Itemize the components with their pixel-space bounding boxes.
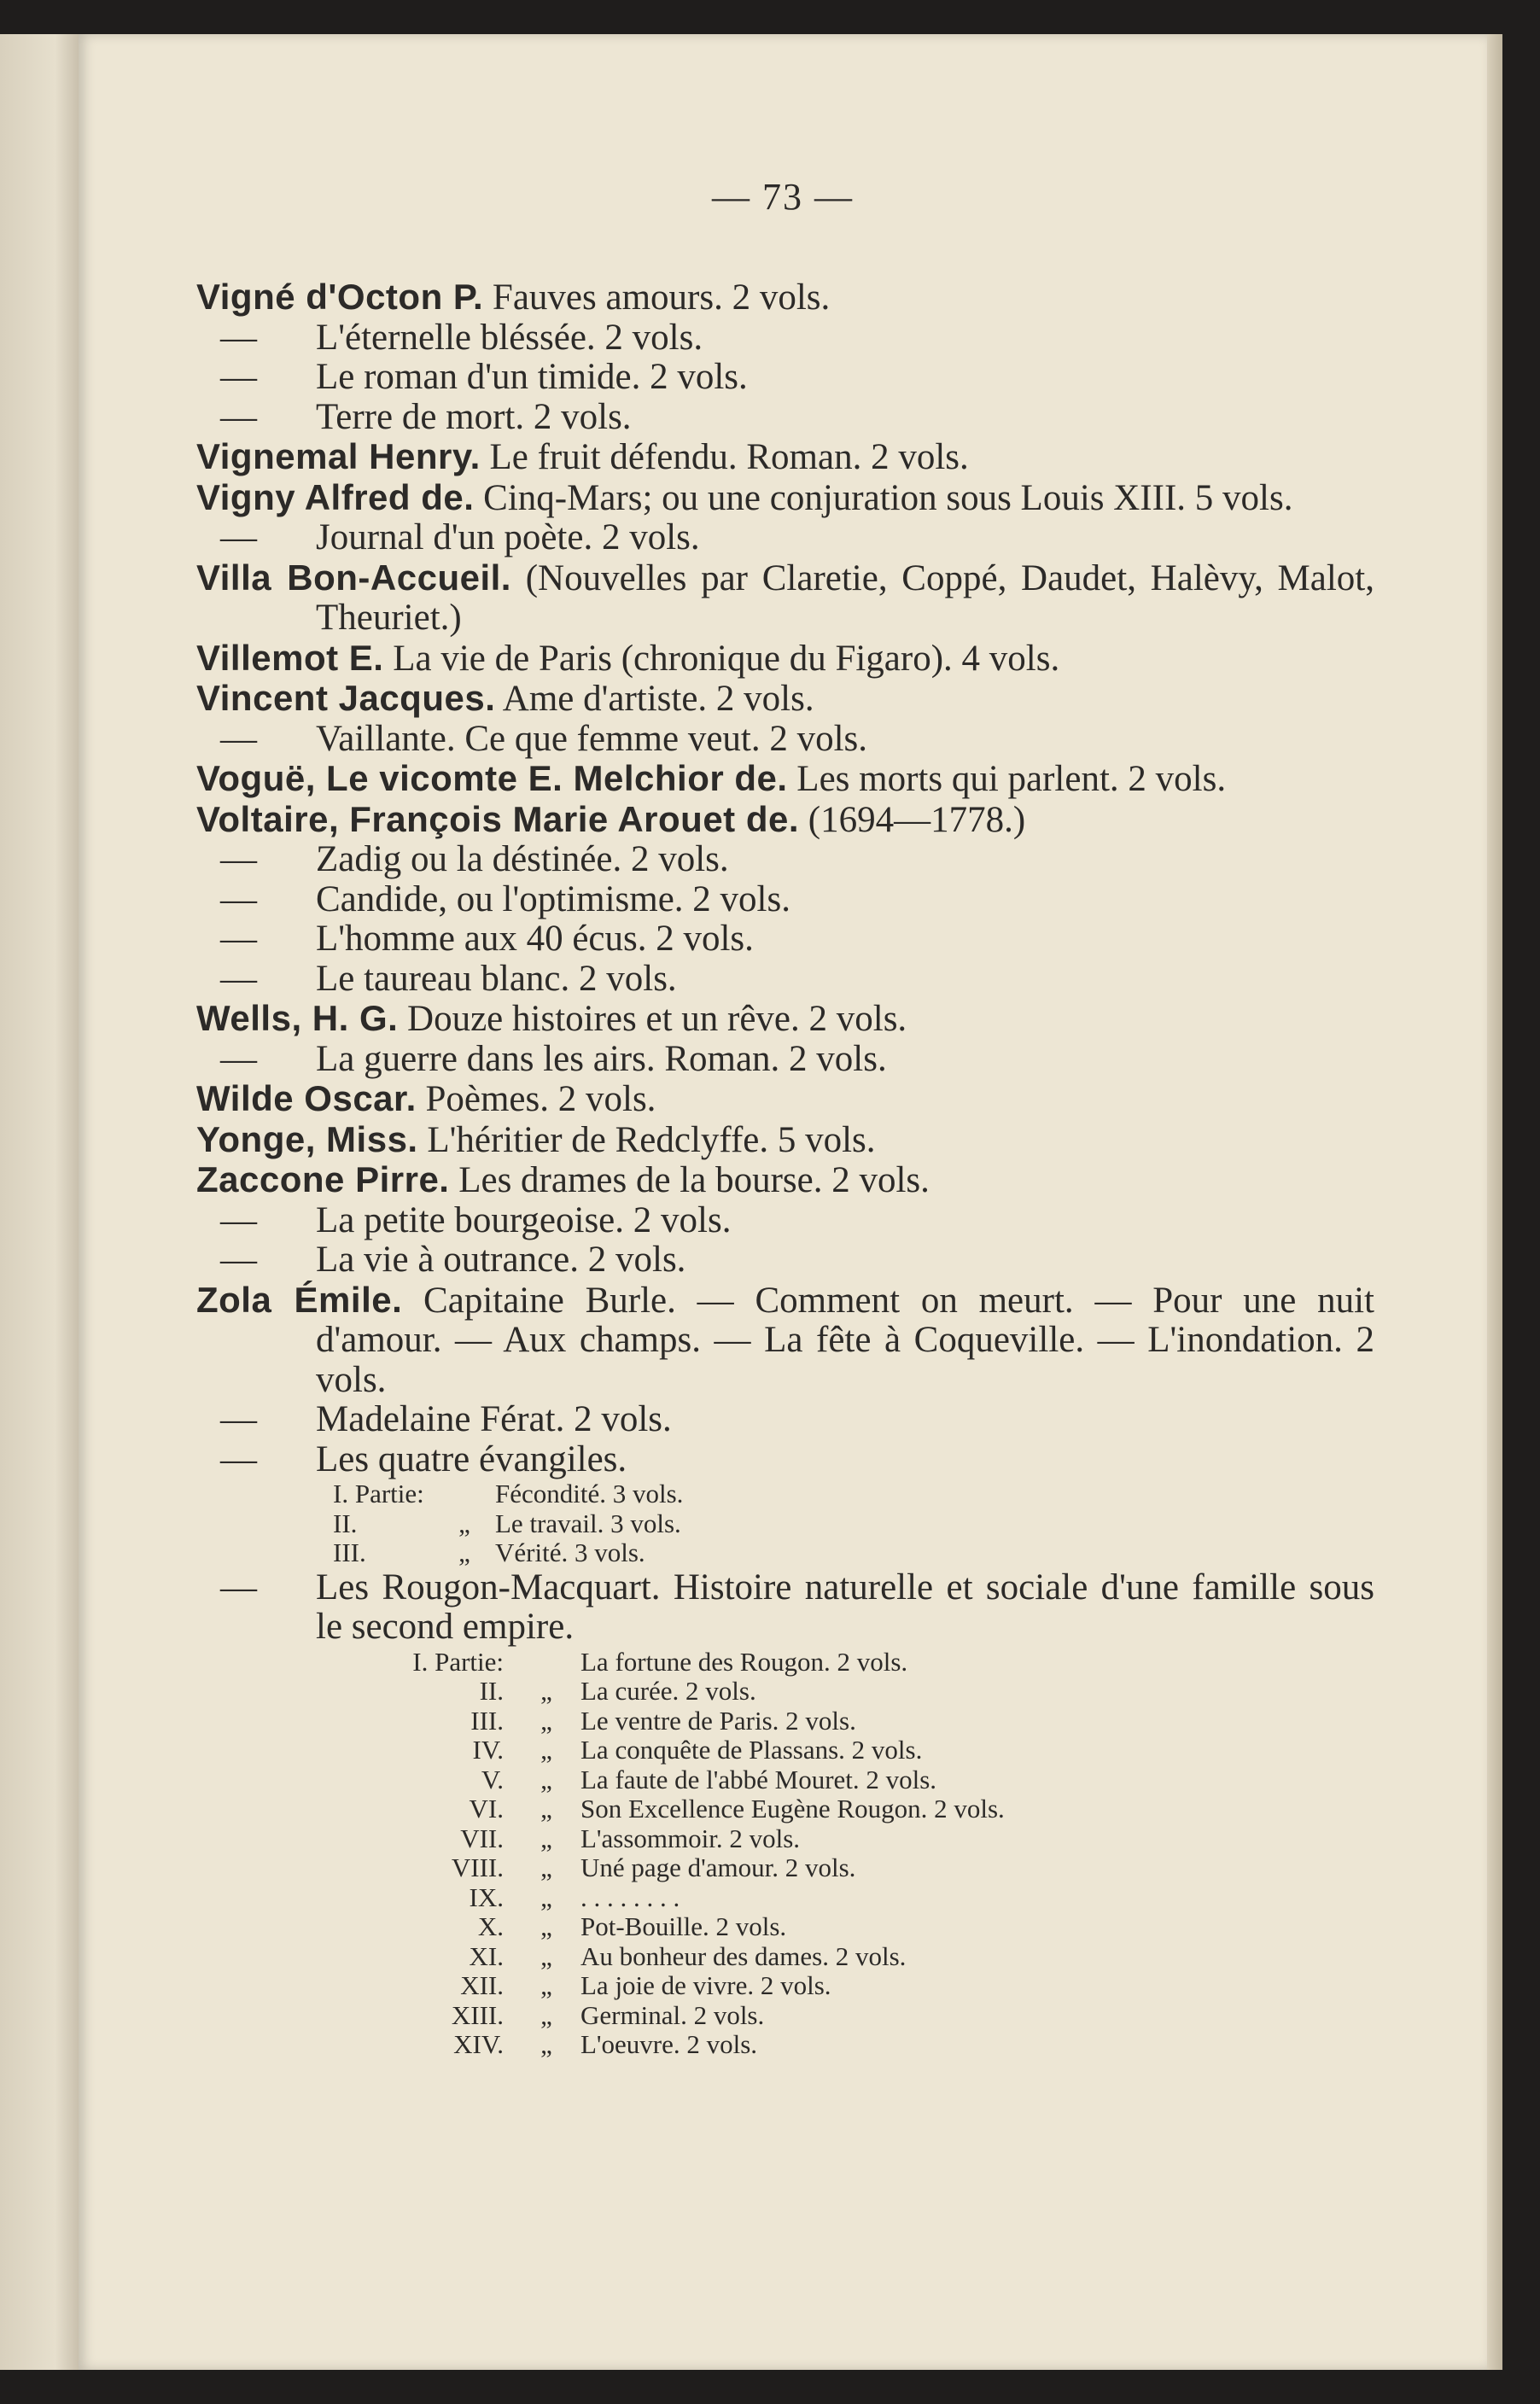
catalog-entry <box>196 558 1374 639</box>
entry-title: Le roman d'un timide. 2 vols. <box>316 357 748 397</box>
catalog-subentry <box>196 840 1374 880</box>
catalog-entry <box>196 1160 1374 1201</box>
catalog-entry <box>196 277 1374 318</box>
page-number: — 73 — <box>712 176 854 218</box>
part-number: X. <box>477 1911 504 1941</box>
ditto-mark: „ <box>540 1764 552 1794</box>
catalog-entry <box>196 437 1374 478</box>
part-number: IV. <box>472 1735 504 1765</box>
catalog-entry <box>196 679 1374 720</box>
catalog-entry <box>196 478 1374 519</box>
entry-title: La vie de Paris (chronique du Figaro). 4 vols. <box>393 638 1060 679</box>
entry-title: Fauves amours. 2 vols. <box>492 277 831 318</box>
part-title: Pot-Bouille. 2 vols. <box>580 1911 787 1941</box>
catalog-subentry <box>196 1240 1374 1281</box>
ditto-mark: „ <box>540 1999 552 2030</box>
previous-page-edge <box>0 34 79 2370</box>
part-number: III. <box>333 1538 366 1567</box>
ditto-mark: „ <box>458 1538 470 1567</box>
catalog-entry <box>196 1281 1374 1401</box>
ditto-dash: — <box>220 1240 257 1280</box>
part-number: I. Partie: <box>412 1646 504 1677</box>
ditto-dash: — <box>220 317 257 358</box>
entry-title: (1694—1778.) <box>808 799 1026 840</box>
catalog-entry <box>196 999 1374 1040</box>
entry-title: Capitaine Burle. — Comment on meurt. — Pour une nuit d'amour. — Aux champs. — La fête à Coqueville. — L'inondation. 2 vols. <box>316 1280 1374 1400</box>
part-title: Uné page d'amour. 2 vols. <box>580 1853 856 1882</box>
part-title: Fécondité. 3 vols. <box>495 1479 684 1508</box>
ditto-mark: „ <box>540 1676 552 1706</box>
catalog-entry <box>196 1120 1374 1161</box>
author-name: Villemot E. <box>196 637 384 678</box>
part-title: Son Excellence Eugène Rougon. 2 vols. <box>580 1794 1005 1823</box>
part-number: I. Partie: <box>333 1479 424 1508</box>
ditto-mark: „ <box>540 1853 552 1882</box>
part-title: Le travail. 3 vols. <box>495 1508 681 1538</box>
entry-title: Les morts qui parlent. 2 vols. <box>796 759 1227 799</box>
part-title: L'oeuvre. 2 vols. <box>580 2029 758 2059</box>
ditto-dash: — <box>220 958 257 999</box>
entry-title: Ame d'artiste. 2 vols. <box>502 679 814 719</box>
part-number: XIV. <box>453 2029 504 2059</box>
ditto-mark: „ <box>458 1508 470 1538</box>
catalog-subentry <box>196 960 1374 1000</box>
entry-title: La guerre dans les airs. Roman. 2 vols. <box>316 1038 887 1079</box>
catalog-subentry <box>196 358 1374 398</box>
ditto-dash: — <box>220 718 257 759</box>
author-name: Yonge, Miss. <box>196 1118 418 1159</box>
ditto-mark: „ <box>540 1882 552 1912</box>
entry-title: L'héritier de Redclyffe. 5 vols. <box>427 1119 876 1160</box>
book-page <box>79 34 1487 2370</box>
catalog-subentry <box>196 880 1374 920</box>
author-name: Vincent Jacques. <box>196 678 496 718</box>
catalog-entry <box>196 1079 1374 1120</box>
author-name: Vigné d'Octon P. <box>196 277 484 317</box>
part-title: La joie de vivre. 2 vols. <box>580 1970 831 2000</box>
part-number: XI. <box>469 1940 504 1971</box>
part-number: XIII. <box>451 1999 504 2030</box>
author-name: Vignemal Henry. <box>196 436 481 476</box>
part-number: VI. <box>469 1794 504 1823</box>
entry-title: Douze histoires et un rêve. 2 vols. <box>407 999 907 1039</box>
ditto-mark: „ <box>540 1823 552 1853</box>
ditto-mark: „ <box>540 1794 552 1823</box>
author-name: Zaccone Pirre. <box>196 1159 450 1199</box>
part-title: Germinal. 2 vols. <box>580 1999 765 2030</box>
catalog-entry <box>196 639 1374 680</box>
entry-title: Les drames de la bourse. 2 vols. <box>458 1160 930 1200</box>
ditto-mark: „ <box>540 2029 552 2059</box>
part-number: IX. <box>469 1882 504 1912</box>
ditto-dash: — <box>220 396 257 437</box>
page-edge <box>1487 34 1502 2370</box>
entry-title: Zadig ou la déstinée. 2 vols. <box>316 839 729 879</box>
entry-title: Poèmes. 2 vols. <box>425 1079 656 1119</box>
part-number: VIII. <box>451 1853 504 1882</box>
ditto-dash: — <box>220 1038 257 1079</box>
part-number: II. <box>479 1676 504 1706</box>
catalog-entry <box>196 759 1374 800</box>
entry-title: Cinq-Mars; ou une conjuration sous Louis XIII. 5 vols. <box>483 477 1293 518</box>
ditto-mark: „ <box>540 1970 552 2000</box>
entry-title: Les Rougon-Macquart. Histoire naturelle et sociale d'une famille sous le second empire. <box>316 1567 1374 1647</box>
ditto-dash: — <box>220 517 257 557</box>
part-number: XII. <box>460 1970 504 2000</box>
catalog-list <box>196 277 1374 2060</box>
rougon-macquart-parts-list <box>380 1648 1374 2060</box>
part-title: Vérité. 3 vols. <box>495 1538 645 1567</box>
ditto-dash: — <box>220 1567 257 1608</box>
author-name: Villa Bon-Accueil. <box>196 557 511 598</box>
evangiles-parts-list <box>333 1479 1374 1568</box>
author-name: Wells, H. G. <box>196 998 399 1038</box>
entry-title: Le fruit défendu. Roman. 2 vols. <box>489 437 969 477</box>
part-title: L'assommoir. 2 vols. <box>580 1823 801 1853</box>
ditto-mark: „ <box>540 1911 552 1941</box>
entry-title: Journal d'un poète. 2 vols. <box>316 517 700 557</box>
catalog-entry <box>196 800 1374 841</box>
ditto-dash: — <box>220 1399 257 1439</box>
part-number: V. <box>481 1764 504 1794</box>
part-title: La faute de l'abbé Mouret. 2 vols. <box>580 1764 937 1794</box>
entry-title: La petite bourgeoise. 2 vols. <box>316 1199 732 1240</box>
author-name: Voltaire, François Marie Arouet de. <box>196 798 800 839</box>
catalog-subentry <box>196 1201 1374 1241</box>
catalog-subentry <box>196 318 1374 359</box>
catalog-subentry <box>196 1400 1374 1440</box>
entry-title: Candide, ou l'optimisme. 2 vols. <box>316 878 790 919</box>
author-name: Vigny Alfred de. <box>196 476 475 517</box>
ditto-dash: — <box>220 839 257 879</box>
catalog-subentry <box>196 919 1374 960</box>
catalog-subentry <box>196 1040 1374 1080</box>
ditto-mark: „ <box>540 1940 552 1971</box>
part-title: Le ventre de Paris. 2 vols. <box>580 1705 856 1736</box>
ditto-mark: „ <box>540 1705 552 1736</box>
ditto-dash: — <box>220 878 257 919</box>
entry-title: Terre de mort. 2 vols. <box>316 396 632 437</box>
ditto-mark <box>434 1479 495 1509</box>
catalog-subentry <box>196 1440 1374 1480</box>
entry-title: L'homme aux 40 écus. 2 vols. <box>316 919 754 959</box>
entry-title: La vie à outrance. 2 vols. <box>316 1240 686 1280</box>
catalog-subentry <box>196 398 1374 438</box>
author-name: Wilde Oscar. <box>196 1078 417 1118</box>
ditto-dash: — <box>220 1438 257 1479</box>
part-title: . . . . . . . . <box>580 1882 680 1912</box>
ditto-mark: „ <box>540 1735 552 1765</box>
entry-title: Vaillante. Ce que femme veut. 2 vols. <box>316 718 868 759</box>
part-title: La curée. 2 vols. <box>580 1676 756 1706</box>
ditto-dash: — <box>220 919 257 959</box>
part-title: La fortune des Rougon. 2 vols. <box>580 1646 908 1677</box>
ditto-mark <box>512 1648 580 1678</box>
part-number: II. <box>333 1508 358 1538</box>
author-name: Voguë, Le vicomte E. Melchior de. <box>196 758 788 798</box>
entry-title: L'éternelle bléssée. 2 vols. <box>316 317 703 358</box>
catalog-subentry <box>196 518 1374 558</box>
catalog-subentry <box>196 1568 1374 1648</box>
ditto-dash: — <box>220 1199 257 1240</box>
part-title: Au bonheur des dames. 2 vols. <box>580 1940 907 1971</box>
entry-title: Madelaine Férat. 2 vols. <box>316 1399 672 1439</box>
author-name: Zola Émile. <box>196 1279 403 1320</box>
entry-title: Les quatre évangiles. <box>316 1438 627 1479</box>
catalog-subentry <box>196 720 1374 760</box>
entry-title: (Nouvelles par Claretie, Coppé, Daudet, Halèvy, Malot, Theuriet.) <box>316 557 1375 638</box>
part-number: VII. <box>460 1823 504 1853</box>
entry-title: Le taureau blanc. 2 vols. <box>316 958 677 999</box>
part-number: III. <box>470 1705 504 1736</box>
part-title: La conquête de Plassans. 2 vols. <box>580 1735 923 1765</box>
ditto-dash: — <box>220 357 257 397</box>
